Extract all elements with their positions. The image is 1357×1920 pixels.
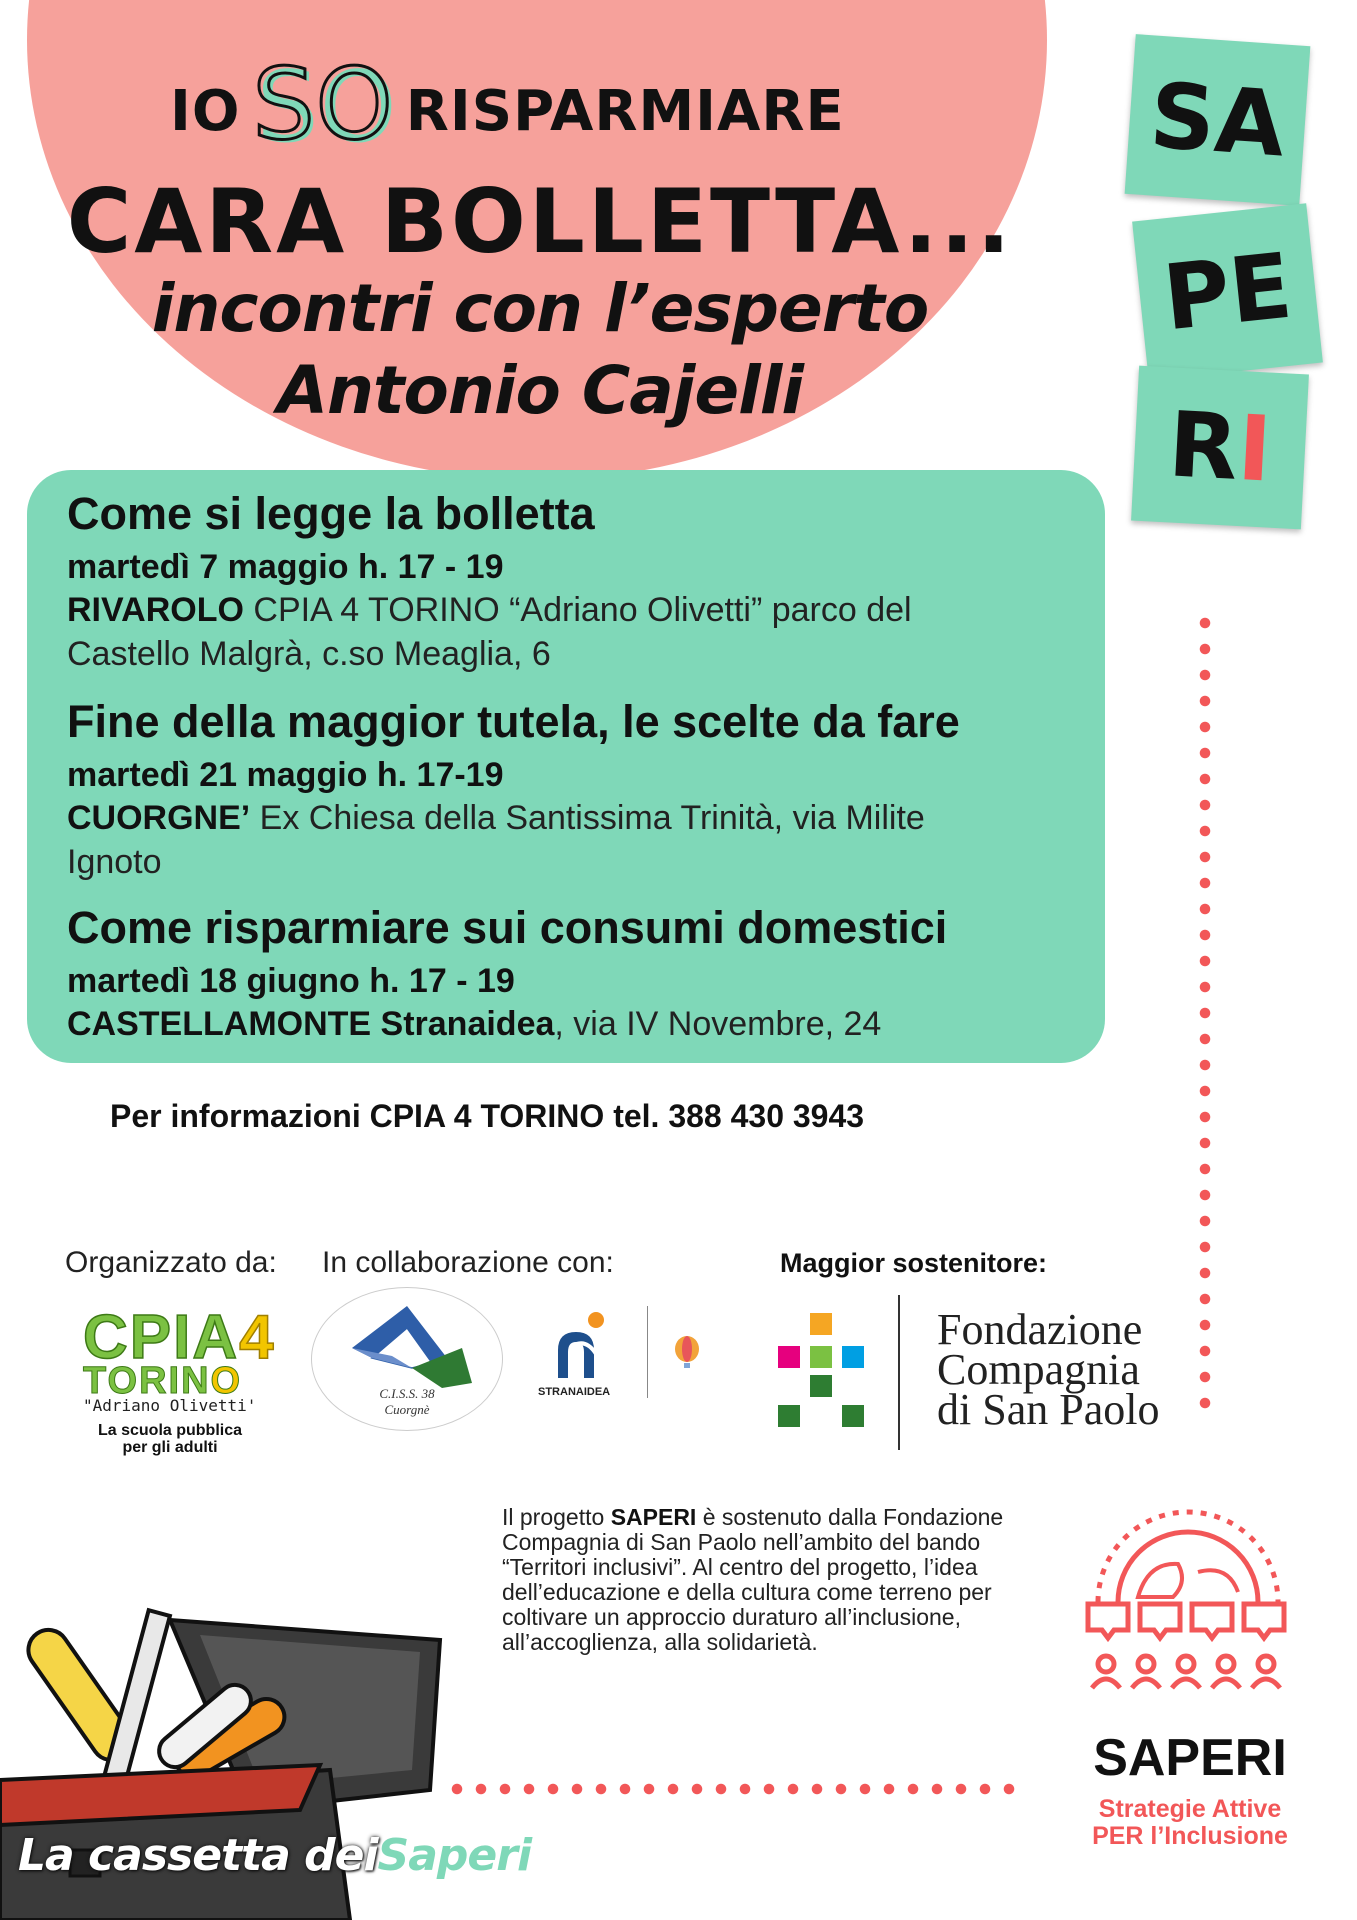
cpia-tagline-1: La scuola pubblica bbox=[97, 1422, 243, 1439]
fondazione-line3: di San Paolo bbox=[937, 1385, 1160, 1434]
tagline-io: IO bbox=[170, 79, 241, 144]
event-3-title: Come risparmiare sui consumi domestici bbox=[67, 902, 948, 953]
ciss-logo bbox=[311, 1287, 503, 1431]
compagnia-logo-icon bbox=[778, 1313, 864, 1429]
fondazione-logo-text bbox=[937, 1305, 1160, 1434]
desc-post: è sostenuto dalla Fondazione Compagnia di San Paolo nell’ambito del bando “Territori inclusivi”. Al centro del progetto, l’idea dell’educazione e della cultura come terreno per coltivare un approccio duraturo all’inclusione, all’accoglienza, alla solidarietà. bbox=[502, 1504, 1004, 1655]
stranaidea-logo-icon bbox=[546, 1310, 616, 1382]
event-1-place-town: RIVAROLO bbox=[67, 591, 244, 629]
cpia-logo-o: O bbox=[210, 1360, 243, 1402]
cpia-logo-name: "Adriano Olivetti' bbox=[83, 1396, 257, 1415]
tile-pe-text: PE bbox=[1158, 233, 1297, 351]
dotted-line-horizontal bbox=[445, 1782, 1015, 1796]
event-1-place-line1: CPIA 4 TORINO “Adriano Olivetti” parco del bbox=[243, 591, 912, 629]
saperi-logo-title: SAPERI bbox=[1093, 1729, 1287, 1787]
event-2-place-line2: Ignoto bbox=[67, 843, 162, 881]
cpia-logo-torin: TORIN bbox=[83, 1360, 211, 1402]
subtitle: incontri con l’esperto bbox=[151, 270, 929, 347]
tile-sa-text: SA bbox=[1146, 62, 1289, 178]
contact-info: Per informazioni CPIA 4 TORINO tel. 388 430 3943 bbox=[110, 1098, 865, 1134]
project-description bbox=[502, 1505, 1042, 1655]
stranaidea-label: STRANAIDEA bbox=[538, 1386, 611, 1398]
saperi-sub2: PER l’Inclusione bbox=[1092, 1822, 1288, 1850]
event-1-place bbox=[67, 588, 1077, 676]
cpia-logo-four: 4 bbox=[239, 1303, 276, 1372]
saperi-tile-ri bbox=[1131, 366, 1309, 530]
event-1-title: Come si legge la bolletta bbox=[67, 488, 595, 539]
ciss-line2: Cuorgnè bbox=[384, 1402, 430, 1417]
desc-pre: Il progetto bbox=[502, 1504, 611, 1530]
desc-bold: SAPERI bbox=[610, 1504, 697, 1530]
balloon-icon bbox=[672, 1335, 702, 1371]
event-3-place-town: CASTELLAMONTE Stranaidea bbox=[67, 1005, 555, 1043]
tagline-risparmiare: RISPARMIARE bbox=[405, 79, 845, 144]
event-1-place-line2: Castello Malgrà, c.so Meaglia, 6 bbox=[67, 635, 551, 673]
events-panel bbox=[27, 470, 1105, 1063]
event-2-date: martedì 21 maggio h. 17-19 bbox=[67, 756, 504, 794]
fondazione-line2: Compagnia bbox=[937, 1345, 1140, 1394]
main-title: CARA BOLLETTA... bbox=[66, 170, 1014, 273]
tile-r-text: R bbox=[1165, 392, 1241, 501]
saperi-globe-icon bbox=[1068, 1492, 1308, 1732]
cpia-tagline-2: per gli adulti bbox=[122, 1439, 218, 1456]
event-2-place-line1: Ex Chiesa della Santissima Trinità, via Milite bbox=[250, 799, 925, 837]
event-2-place-town: CUORGNE’ bbox=[67, 799, 251, 837]
tile-i-text: I bbox=[1235, 396, 1275, 503]
saperi-tile-sa bbox=[1125, 34, 1311, 206]
cpia-logo-tagline bbox=[70, 1422, 270, 1456]
dotted-line-vertical bbox=[1198, 610, 1212, 1410]
tagline-so: SO bbox=[252, 48, 394, 162]
saperi-tile-pe bbox=[1132, 203, 1323, 380]
tagline bbox=[170, 40, 870, 162]
event-1-date: martedì 7 maggio h. 17 - 19 bbox=[67, 548, 504, 586]
event-3-place bbox=[67, 1002, 1077, 1046]
cpia-logo-cpia: CPIA bbox=[83, 1303, 240, 1372]
ciss-line1: C.I.S.S. 38 bbox=[379, 1386, 435, 1401]
organized-label: Organizzato da: bbox=[65, 1246, 277, 1279]
cassetta-pre: La cassetta dei bbox=[18, 1830, 378, 1881]
fondazione-line1: Fondazione bbox=[937, 1305, 1143, 1354]
expert-name: Antonio Cajelli bbox=[276, 352, 804, 429]
event-2-title: Fine della maggior tutela, le scelte da fare bbox=[67, 696, 960, 747]
event-2-place bbox=[67, 796, 1077, 884]
cassetta-green: Saperi bbox=[377, 1830, 532, 1881]
event-3-place-line1: , via IV Novembre, 24 bbox=[554, 1005, 882, 1043]
event-3-date: martedì 18 giugno h. 17 - 19 bbox=[67, 962, 515, 1000]
stranaidea-divider bbox=[647, 1306, 648, 1398]
compagnia-divider bbox=[898, 1295, 900, 1450]
collab-label: In collaborazione con: bbox=[322, 1246, 614, 1279]
saperi-logo-subtitle bbox=[1060, 1796, 1320, 1850]
saperi-sub1: Strategie Attive bbox=[1098, 1795, 1282, 1823]
supporter-label: Maggior sostenitore: bbox=[780, 1248, 1048, 1278]
cassetta-label bbox=[18, 1830, 531, 1881]
